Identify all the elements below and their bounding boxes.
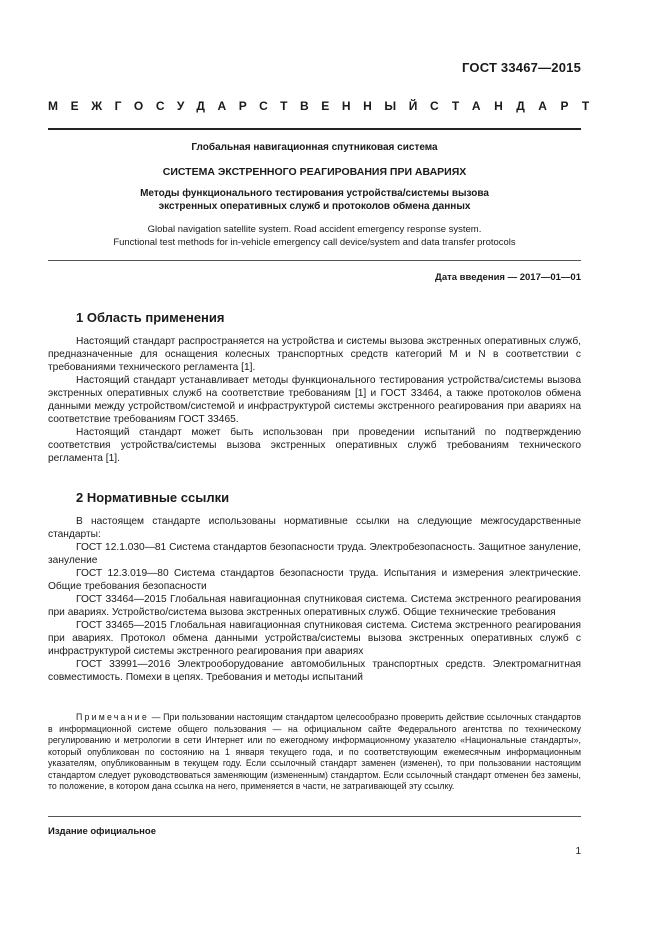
title-line-3 xyxy=(48,187,581,213)
section-2-heading: 2 Нормативные ссылки xyxy=(76,490,230,505)
paragraph: Настоящий стандарт устанавливает методы функционального тестирования устройства/системы вызова экстренных оперативных служб на соответствие требованиям [1] и ГОСТ 33464, а также протоколов обмена данными между устройством/системой и инфраструктурой системы экстренного реагирования при авариях на соответствие требованиям ГОСТ 33465. xyxy=(48,375,581,425)
footer-rule xyxy=(48,816,581,817)
intro-date: Дата введения — 2017—01—01 xyxy=(435,272,581,283)
title-rule xyxy=(48,260,581,261)
title-line-3b: экстренных оперативных служб и протоколов обмена данных xyxy=(158,201,471,212)
reference-item: ГОСТ 33465—2015 Глобальная навигационная спутниковая система. Система экстренного реагирования при авариях. Протокол обмена данными устройства/системы вызова экстренных оперативных служб с инфраструктурой системы экстренного реагирования при авариях xyxy=(48,620,581,657)
section-1-heading: 1 Область применения xyxy=(76,310,225,325)
reference-item: ГОСТ 33464—2015 Глобальная навигационная спутниковая система. Система экстренного реагирования при авариях. Устройство/система вызова экстренных оперативных служб. Общие технические требования xyxy=(48,594,581,618)
reference-item: ГОСТ 12.3.019—80 Система стандартов безопасности труда. Испытания и измерения электрические. Общие требования безопасности xyxy=(48,568,581,592)
section-2-body xyxy=(48,515,581,684)
title-line-2: СИСТЕМА ЭКСТРЕННОГО РЕАГИРОВАНИЯ ПРИ АВАРИЯХ xyxy=(162,166,467,178)
reference-item: ГОСТ 33991—2016 Электрооборудование автомобильных транспортных средств. Электромагнитная совместимость. Помехи в цепях. Требования и методы испытаний xyxy=(48,659,581,683)
note-label: Примечание xyxy=(76,712,149,722)
standard-banner xyxy=(48,99,603,113)
reference-item: ГОСТ 12.1.030—81 Система стандартов безопасности труда. Электробезопасность. Защитное зануление, зануление xyxy=(48,542,581,566)
note-block xyxy=(48,712,581,793)
official-edition-label: Издание официальное xyxy=(48,826,156,837)
english-title-line-2: Functional test methods for in-vehicle emergency call device/system and data transfer protocols xyxy=(113,236,516,248)
title-line-3a: Методы функционального тестирования устройства/системы вызова xyxy=(140,188,489,199)
banner-word-interstate: МЕЖГОСУДАРСТВЕННЫЙ xyxy=(48,99,430,113)
header-rule xyxy=(48,128,581,130)
paragraph: В настоящем стандарте использованы нормативные ссылки на следующие межгосударственные стандарты: xyxy=(48,516,581,540)
english-title xyxy=(48,224,581,249)
english-title-line-1: Global navigation satellite system. Road accident emergency response system. xyxy=(147,224,482,235)
paragraph: Настоящий стандарт может быть использован при проведении испытаний по подтверждению соответствия устройства/системы вызова экстренных оперативных служб требованиям технического регламента [1]. xyxy=(48,427,581,464)
page-number: 1 xyxy=(575,846,581,857)
title-line-1: Глобальная навигационная спутниковая система xyxy=(191,142,438,153)
note-text: — При пользовании настоящим стандартом целесообразно проверить действие ссылочных стандартов в информационной системе общего пользования — на официальном сайте Федерального агентства по техническому регулированию и метрологии в сети Интернет или по ежегодному информационному указателю «Национальные стандарты», который опубликован по состоянию на 1 января текущего года, и по соответствующим ежемесячным информационным указателям, опубликованным в текущем году. Если ссылочный стандарт заменен (изменен), то при пользовании настоящим стандартом следует руководствоваться заменяющим (измененным) стандартом. Если ссылочный стандарт отменен без замены, то положение, в котором дана ссылка на него, применяется в части, не затрагивающей эту ссылку. xyxy=(48,712,581,791)
section-1-body xyxy=(48,335,581,465)
document-code: ГОСТ 33467—2015 xyxy=(462,60,581,75)
paragraph: Настоящий стандарт распространяется на устройства и системы вызова экстренных оперативных служб, предназначенные для оснащения колесных транспортных средств категорий M и N в соответствии с требованиями технического регламента [1]. xyxy=(48,336,581,373)
banner-word-standard: СТАНДАРТ xyxy=(429,99,603,113)
